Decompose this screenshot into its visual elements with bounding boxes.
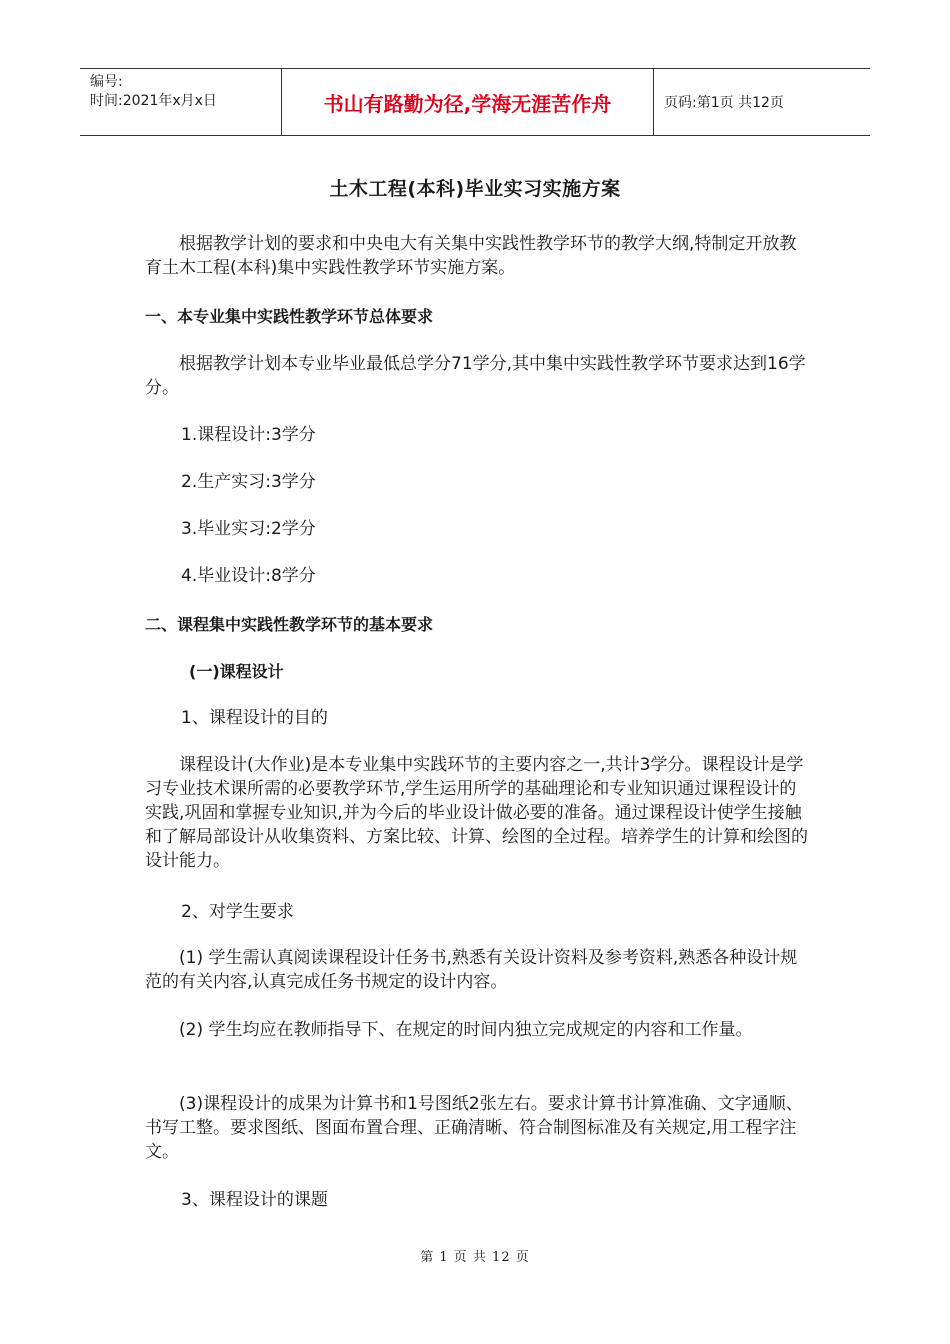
header-page-info: 页码:第1页 共12页: [664, 95, 784, 111]
page-header: [80, 68, 870, 136]
topic-heading: 3、课程设计的课题: [181, 1190, 328, 1210]
list-item: 4.毕业设计:8学分: [181, 566, 316, 586]
document-title: 土木工程(本科)毕业实习实施方案: [329, 178, 621, 200]
purpose-text: 课程设计(大作业)是本专业集中实践环节的主要内容之一,共计3学分。课程设计是学习专业技术课所需的必要教学环节,学生运用所学的基础理论和专业知识通过课程设计的实践,巩固和掌握专业知识,并为今后的毕业设计做必要的准备。通过课程设计使学生接触和了解局部设计从收集资料、方案比较、计算、绘图的全过程。培养学生的计算和绘图的设计能力。: [145, 755, 808, 871]
requirement-1-text: (1) 学生需认真阅读课程设计任务书,熟悉有关设计资料及参考资料,熟悉各种设计规范的有关内容,认真完成任务书规定的设计内容。: [145, 948, 798, 992]
requirement-1: [145, 946, 810, 994]
header-motto: 书山有路勤为径,学海无涯苦作舟: [282, 69, 654, 135]
header-meta: [80, 69, 282, 135]
list-item: 3.毕业实习:2学分: [181, 519, 316, 539]
section1-paragraph: [145, 352, 810, 400]
requirement-3-text: (3)课程设计的成果为计算书和1号图纸2张左右。要求计算书计算准确、文字通顺、书写工整。要求图纸、图面布置合理、正确清晰、符合制图标准及有关规定,用工程字注文。: [145, 1094, 803, 1162]
list-item: 1.课程设计:3学分: [181, 425, 316, 445]
page-footer: 第 1 页 共 12 页: [420, 1250, 530, 1265]
purpose-heading: 1、课程设计的目的: [181, 708, 328, 728]
intro-text: 根据教学计划的要求和中央电大有关集中实践性教学环节的教学大纲,特制定开放教育土木工程(本科)集中实践性教学环节实施方案。: [145, 234, 797, 278]
subsection-heading: (一)课程设计: [189, 662, 284, 681]
requirement-3: [145, 1092, 810, 1164]
section1-heading: 一、本专业集中实践性教学环节总体要求: [145, 307, 434, 326]
list-item: 2.生产实习:3学分: [181, 472, 316, 492]
section1-text: 根据教学计划本专业毕业最低总学分71学分,其中集中实践性教学环节要求达到16学分。: [145, 354, 806, 398]
section2-heading: 二、课程集中实践性教学环节的基本要求: [145, 615, 434, 634]
requirements-heading: 2、对学生要求: [181, 902, 294, 922]
intro-paragraph: [145, 232, 810, 280]
requirement-2-text: (2) 学生均应在教师指导下、在规定的时间内独立完成规定的内容和工作量。: [179, 1020, 753, 1040]
purpose-paragraph: [145, 753, 810, 873]
number-label: 编号:: [90, 74, 123, 90]
requirement-2: [145, 1018, 810, 1042]
time-label: 时间:2021年x月x日: [90, 93, 217, 109]
